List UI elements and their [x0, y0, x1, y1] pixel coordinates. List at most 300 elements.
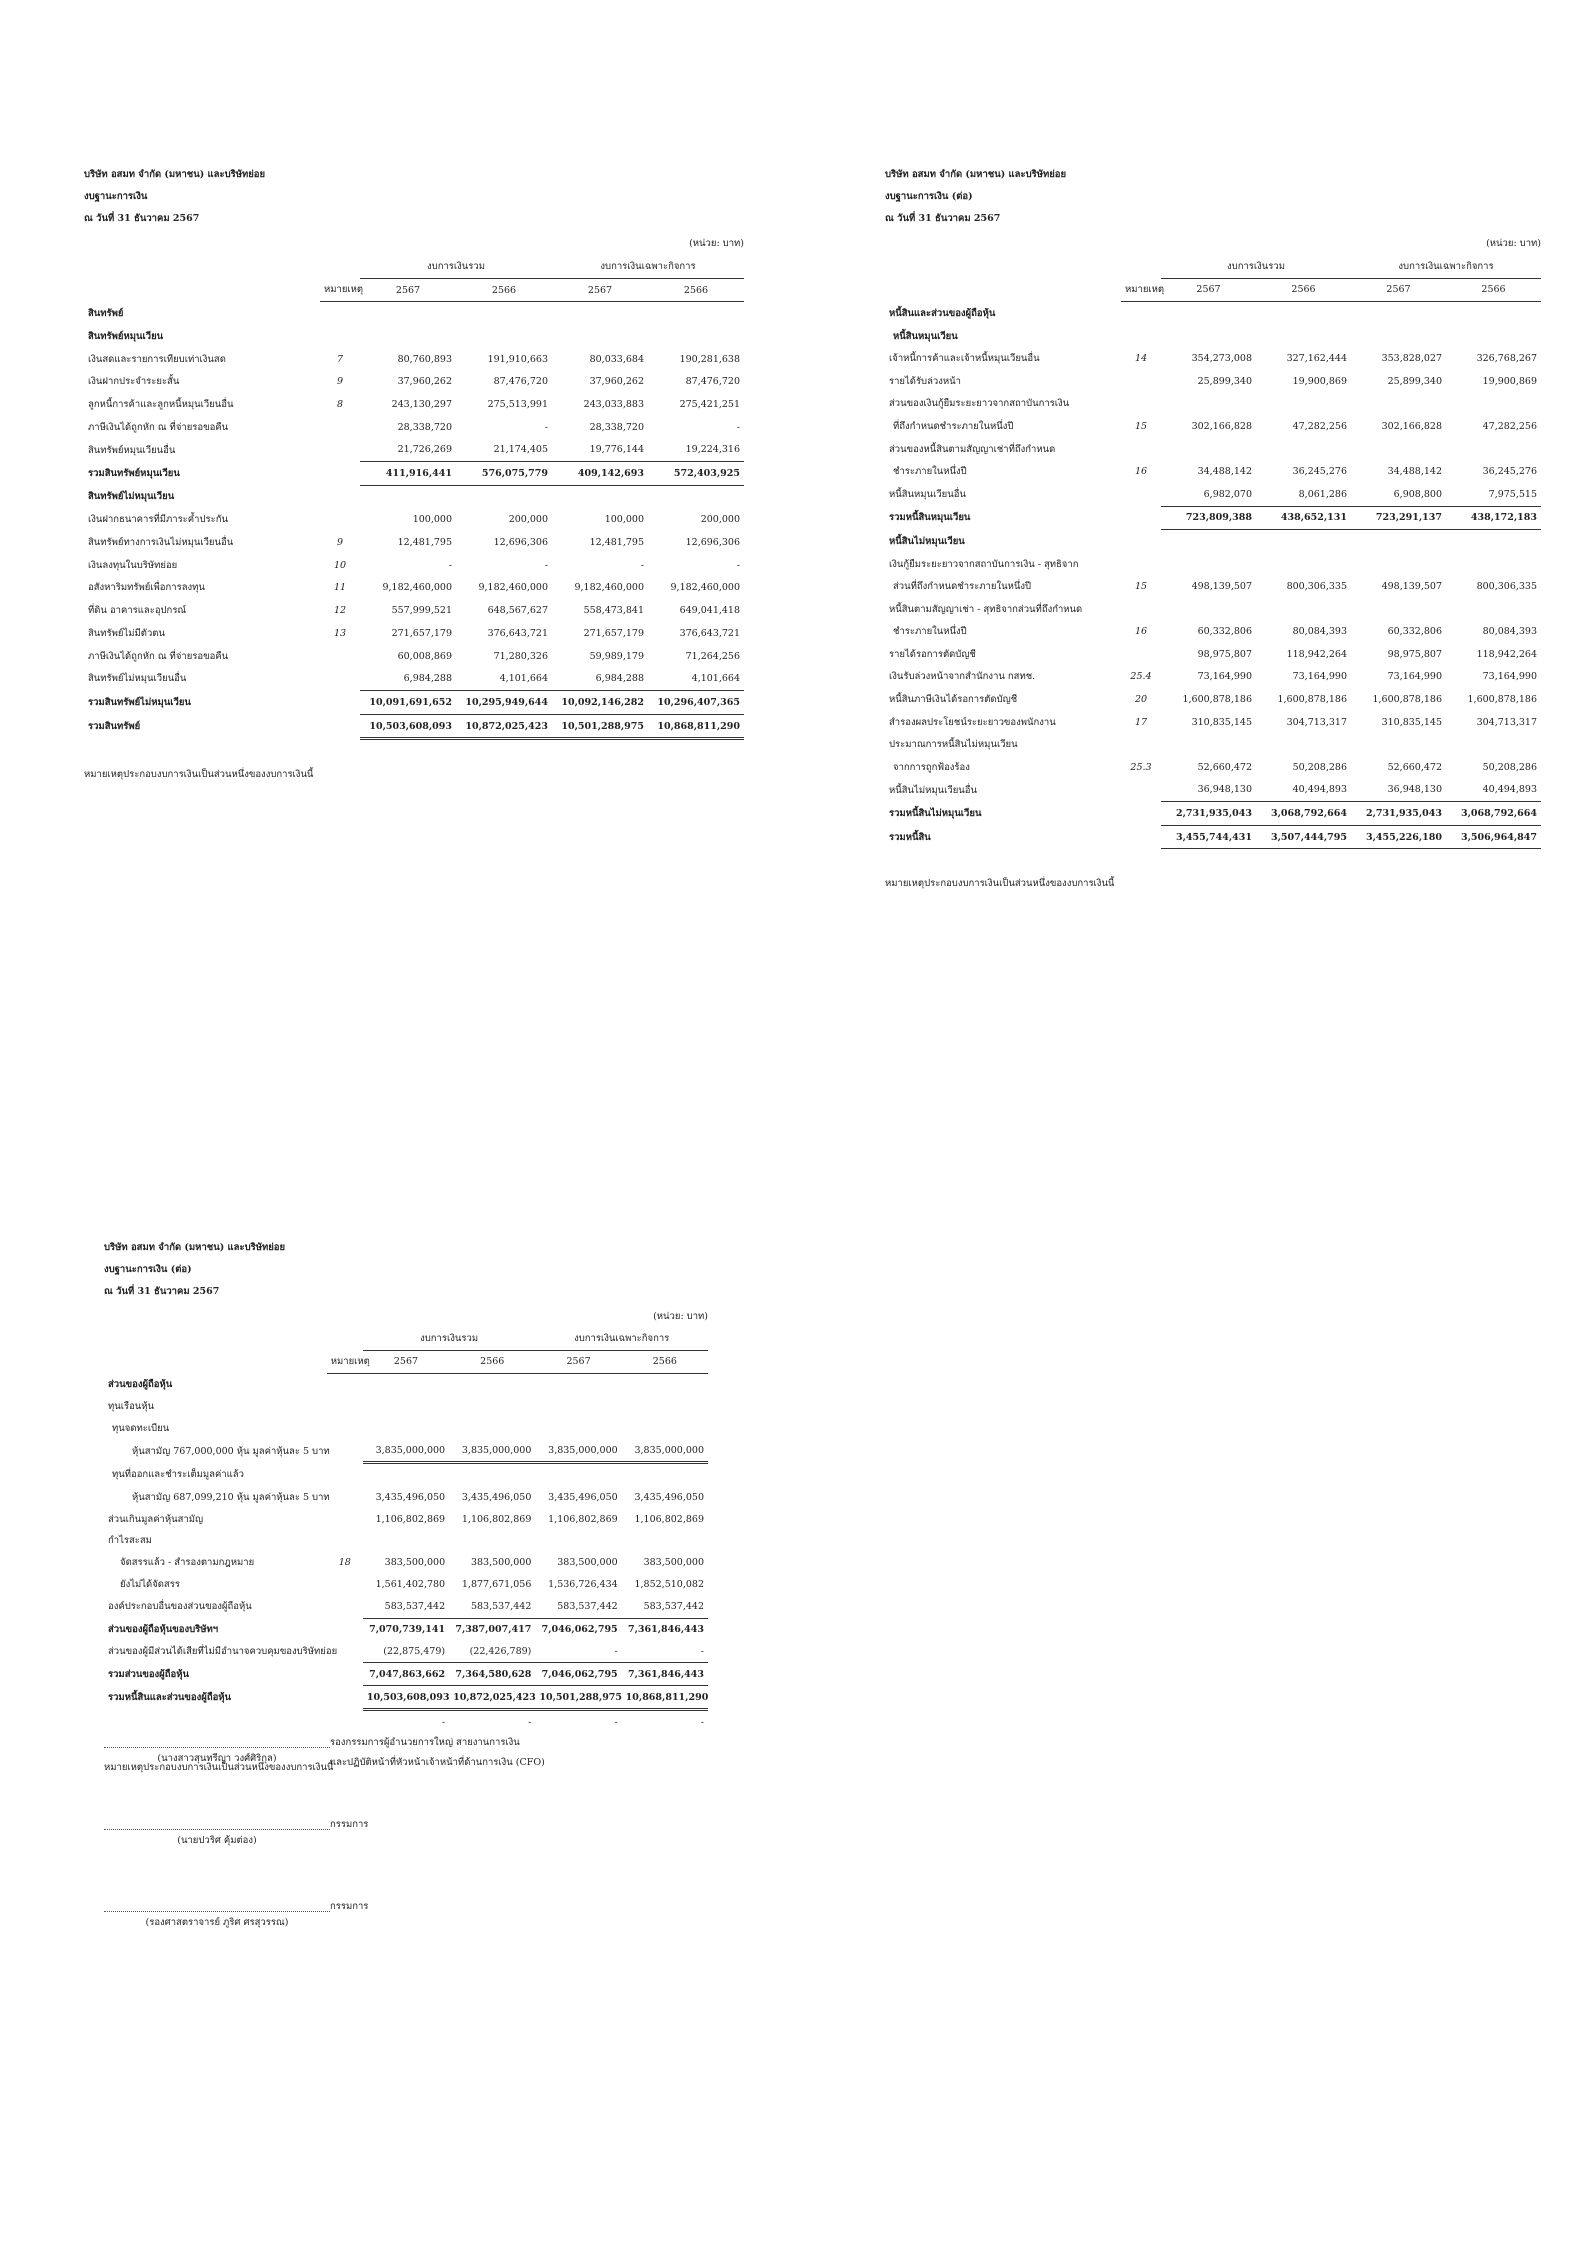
amount-cell: 583,537,442: [449, 1596, 535, 1618]
amount-cell: 118,942,264: [1476, 648, 1538, 660]
note-ref: [320, 645, 360, 668]
note-ref: 13: [333, 627, 347, 639]
amount-cell: 98,975,807: [1197, 648, 1252, 660]
amount-cell: 6,984,288: [552, 667, 648, 690]
amount-cell: 60,332,806: [1387, 626, 1442, 638]
statement-page-equity: [104, 1237, 709, 1928]
note-ref: [320, 462, 360, 486]
amount-cell: 118,942,264: [1286, 648, 1347, 660]
amount-cell: 52,660,472: [1387, 761, 1442, 773]
amount-cell: 243,033,883: [583, 398, 644, 410]
amount-cell: [1161, 598, 1256, 621]
line-item-label: สินทรัพย์ทางการเงินไม่หมุนเวียนอื่น: [88, 537, 234, 549]
note-ref: [327, 1463, 363, 1486]
amount-cell: 383,500,000: [557, 1557, 618, 1569]
line-item-label: หนี้สินตามสัญญาเช่า - สุทธิจากส่วนที่ถึงกำหนด: [889, 603, 1083, 615]
table-row: [84, 714, 744, 739]
amount-cell: 28,338,720: [589, 421, 644, 433]
amount-cell: [456, 325, 552, 348]
table-row: [84, 509, 744, 532]
amount-cell: 1,106,802,869: [461, 1513, 532, 1525]
signatory-name: (รองศาสตราจารย์ ภูริศ ศรสุวรรณ): [145, 1917, 289, 1928]
amount-cell: 73,164,990: [1292, 671, 1347, 683]
signature-block: [104, 1897, 664, 1941]
line-item-label: ส่วนของผู้ถือหุ้นของบริษัทฯ: [108, 1623, 219, 1635]
amount-cell: 6,982,070: [1161, 483, 1256, 506]
table-row: [885, 666, 1541, 689]
amount-cell: 98,975,807: [1387, 648, 1442, 660]
line-item-label: ส่วนที่ถึงกำหนดชำระภายในหนึ่งปี: [893, 581, 1032, 593]
column-header-year: 2566: [456, 278, 552, 302]
amount-cell: 1,561,402,780: [375, 1579, 446, 1591]
amount-cell: 3,068,792,664: [1256, 802, 1351, 826]
column-group-separate: งบการเงินเฉพาะกิจการ: [552, 255, 744, 278]
amount-cell: 190,281,638: [679, 353, 741, 365]
note-ref: [327, 1439, 363, 1462]
note-ref: [1121, 302, 1161, 325]
table-row: [104, 1486, 708, 1508]
line-item-label: จัดสรรแล้ว - สำรองตามกฎหมาย: [120, 1557, 255, 1569]
amount-cell: [535, 1530, 621, 1552]
amount-cell: [363, 1463, 449, 1486]
amount-cell: [456, 302, 552, 325]
amount-cell: [1161, 393, 1256, 416]
amount-cell: 3,506,964,847: [1446, 825, 1541, 849]
amount-cell: 52,660,472: [1197, 761, 1252, 773]
amount-cell: [622, 1463, 708, 1486]
amount-cell: [1351, 733, 1446, 756]
line-item-label: รวมหนี้สินไม่หมุนเวียน: [889, 808, 982, 820]
amount-cell: 6,908,800: [1351, 483, 1446, 506]
note-ref: [1121, 598, 1161, 621]
amount-cell: 3,835,000,000: [622, 1439, 708, 1462]
amount-cell: [1161, 553, 1256, 576]
line-item-label: ชำระภายในหนึ่งปี: [893, 466, 967, 478]
table-row: [104, 1710, 708, 1733]
line-item-label: สินทรัพย์หมุนเวียน: [88, 330, 164, 342]
note-ref: [327, 1574, 363, 1596]
amount-cell: 383,500,000: [384, 1557, 446, 1569]
amount-cell: 47,282,256: [1482, 420, 1538, 432]
note-ref: 20: [1134, 694, 1148, 706]
note-ref: [1121, 825, 1161, 849]
amount-cell: 327,162,444: [1286, 353, 1347, 365]
amount-cell: 9,182,460,000: [478, 582, 548, 594]
amount-cell: 576,075,779: [456, 462, 552, 486]
amount-cell: [363, 1530, 449, 1552]
amount-cell: 9,182,460,000: [670, 582, 741, 594]
amount-cell: 438,652,131: [1256, 506, 1351, 530]
table-row: [885, 575, 1541, 598]
line-item-label: สินทรัพย์: [88, 307, 124, 319]
line-item-label: สินทรัพย์หมุนเวียนอื่น: [88, 444, 176, 456]
line-item-label: ส่วนของผู้ถือหุ้น: [108, 1378, 173, 1390]
table-row: [84, 439, 744, 462]
amount-cell: 243,130,297: [391, 398, 452, 410]
table-row: [885, 393, 1541, 416]
amount-cell: [1161, 302, 1256, 325]
table-row: [885, 347, 1541, 370]
table-row: [84, 599, 744, 622]
table-row: [84, 416, 744, 439]
table-row: [885, 506, 1541, 530]
amount-cell: 8,061,286: [1256, 483, 1351, 506]
table-row: [104, 1396, 708, 1418]
amount-cell: [363, 1373, 449, 1395]
amount-cell: [1351, 553, 1446, 576]
table-row: [885, 325, 1541, 348]
amount-cell: 302,166,828: [1381, 420, 1442, 432]
amount-cell: 275,513,991: [487, 398, 548, 410]
amount-cell: 59,989,179: [589, 650, 644, 662]
column-header-note: หมายเหตุ: [1121, 278, 1161, 302]
line-item-label: หุ้นสามัญ 687,099,210 หุ้น มูลค่าหุ้นละ 5 บาท: [132, 1491, 330, 1503]
amount-cell: 34,488,142: [1387, 466, 1442, 478]
amount-cell: -: [736, 421, 741, 433]
note-ref: 10: [333, 559, 347, 571]
unit-label: (หน่วย: บาท): [689, 238, 744, 249]
line-item-label: เงินฝากประจำระยะสั้น: [88, 376, 180, 388]
amount-cell: 40,494,893: [1446, 779, 1541, 802]
amount-cell: 6,984,288: [360, 667, 456, 690]
table-row: [84, 485, 744, 508]
amount-cell: [360, 325, 456, 348]
signature-line: [104, 1747, 330, 1748]
line-item-label: เงินกู้ยืมระยะยาวจากสถาบันการเงิน - สุทธิจาก: [889, 558, 1079, 570]
note-ref: [1121, 553, 1161, 576]
note-ref: [1121, 483, 1161, 506]
amount-cell: 80,033,684: [589, 353, 644, 365]
amount-cell: [1256, 530, 1351, 553]
table-row: [885, 779, 1541, 802]
amount-cell: 191,910,663: [487, 353, 548, 365]
amount-cell: [363, 1418, 449, 1440]
note-ref: [320, 439, 360, 462]
line-item-label: [104, 1710, 327, 1733]
amount-cell: 1,600,878,186: [1372, 694, 1442, 706]
line-item-label: หนี้สินภาษีเงินได้รอการตัดบัญชี: [889, 694, 1018, 706]
amount-cell: [1161, 438, 1256, 461]
footer-note: หมายเหตุประกอบงบการเงินเป็นส่วนหนึ่งของงบการเงินนี้: [104, 1762, 334, 1774]
amount-cell: 71,280,326: [493, 650, 548, 662]
line-item-label: สำรองผลประโยชน์ระยะยาวของพนักงาน: [889, 716, 1056, 728]
amount-cell: [1256, 438, 1351, 461]
amount-cell: 36,245,276: [1292, 466, 1347, 478]
amount-cell: [535, 1396, 621, 1418]
table-row: [885, 598, 1541, 621]
line-item-label: รายได้รับล่วงหน้า: [889, 375, 961, 387]
amount-cell: [1161, 325, 1256, 348]
amount-cell: 12,696,306: [685, 537, 741, 549]
column-header-year: 2566: [449, 1350, 535, 1373]
amount-cell: 583,537,442: [363, 1596, 449, 1618]
amount-cell: [363, 1396, 449, 1418]
amount-cell: 7,046,062,795: [535, 1663, 621, 1686]
amount-cell: [622, 1418, 708, 1440]
column-group-separate: งบการเงินเฉพาะกิจการ: [535, 1328, 708, 1350]
amount-cell: 10,092,146,282: [552, 691, 648, 715]
amount-cell: 649,041,418: [679, 605, 741, 617]
amount-cell: (22,875,479): [363, 1640, 449, 1662]
amount-cell: 583,537,442: [622, 1596, 708, 1618]
amount-cell: 7,070,739,141: [369, 1624, 446, 1636]
amount-cell: 100,000: [604, 514, 644, 526]
amount-cell: 10,503,608,093: [363, 1686, 449, 1710]
table-row: [885, 460, 1541, 483]
note-ref: [1121, 370, 1161, 393]
note-ref: [1121, 643, 1161, 666]
amount-cell: 353,828,027: [1381, 353, 1442, 365]
amount-cell: 3,507,444,795: [1256, 825, 1351, 849]
amount-cell: 498,139,507: [1381, 581, 1442, 593]
table-row: [104, 1596, 708, 1618]
amount-cell: [1256, 598, 1351, 621]
table-row: [885, 483, 1541, 506]
line-item-label: ส่วนของเงินกู้ยืมระยะยาวจากสถาบันการเงิน: [889, 398, 1070, 410]
amount-cell: 25,899,340: [1197, 375, 1252, 387]
amount-cell: [1446, 733, 1541, 756]
note-ref: [1121, 779, 1161, 802]
note-ref: [327, 1486, 363, 1508]
amount-cell: 3,435,496,050: [375, 1491, 446, 1503]
note-ref: [320, 325, 360, 348]
amount-cell: 28,338,720: [397, 421, 452, 433]
amount-cell: 2,731,935,043: [1351, 802, 1446, 826]
amount-cell: 80,084,393: [1482, 626, 1538, 638]
amount-cell: -: [622, 1640, 708, 1662]
line-item-label: รวมสินทรัพย์: [88, 721, 141, 733]
statement-title: งบฐานะการเงิน: [84, 191, 148, 202]
amount-cell: [1256, 393, 1351, 416]
amount-cell: 100,000: [412, 514, 452, 526]
table-row: [84, 370, 744, 393]
amount-cell: 1,106,802,869: [375, 1513, 446, 1525]
amount-cell: 60,332,806: [1197, 626, 1252, 638]
unit-label: (หน่วย: บาท): [1486, 238, 1541, 249]
line-item-label: ทุนที่ออกและชำระเต็มมูลค่าแล้ว: [112, 1469, 244, 1481]
company-name: บริษัท อสมท จำกัด (มหาชน) และบริษัทย่อย: [104, 1242, 286, 1253]
note-ref: [1121, 733, 1161, 756]
note-ref: [327, 1396, 363, 1418]
amount-cell: 7,047,863,662: [363, 1663, 449, 1686]
table-row: [885, 370, 1541, 393]
note-ref: [1121, 802, 1161, 826]
amount-cell: 723,291,137: [1351, 506, 1446, 530]
table-row: [885, 688, 1541, 711]
line-item-label: ที่ถึงกำหนดชำระภายในหนึ่งปี: [893, 420, 1014, 432]
line-item-label: ยังไม่ได้จัดสรร: [120, 1579, 180, 1591]
note-ref: 9: [336, 376, 344, 388]
amount-cell: -: [700, 1716, 704, 1728]
line-item-label: รวมส่วนของผู้ถือหุ้น: [108, 1668, 189, 1680]
note-ref: [327, 1596, 363, 1618]
amount-cell: 19,776,144: [552, 439, 648, 462]
note-ref: [1121, 506, 1161, 530]
line-item-label: เงินสดและรายการเทียบเท่าเงินสด: [88, 353, 226, 365]
amount-cell: 7,361,846,443: [622, 1663, 708, 1686]
amount-cell: 73,164,990: [1387, 671, 1442, 683]
line-item-label: หนี้สินและส่วนของผู้ถือหุ้น: [889, 307, 996, 319]
amount-cell: 7,387,007,417: [455, 1624, 532, 1636]
amount-cell: 1,106,802,869: [548, 1513, 618, 1525]
amount-cell: [456, 485, 552, 508]
amount-cell: 10,872,025,423: [456, 714, 552, 739]
amount-cell: [552, 485, 648, 508]
note-ref: 17: [1134, 716, 1148, 728]
amount-cell: 10,868,811,290: [622, 1686, 708, 1710]
amount-cell: 40,494,893: [1256, 779, 1351, 802]
amount-cell: -: [528, 1716, 532, 1728]
line-item-label: องค์ประกอบอื่นของส่วนของผู้ถือหุ้น: [108, 1601, 252, 1613]
amount-cell: [552, 325, 648, 348]
amount-cell: 304,713,317: [1286, 716, 1347, 728]
table-row: [885, 733, 1541, 756]
note-ref: [327, 1663, 363, 1686]
amount-cell: 1,600,878,186: [1277, 694, 1347, 706]
amount-cell: 200,000: [700, 514, 741, 526]
line-item-label: ที่ดิน อาคารและอุปกรณ์: [88, 605, 187, 617]
amount-cell: 376,643,721: [487, 627, 548, 639]
line-item-label: เงินฝากธนาคารที่มีภาระค้ำประกัน: [88, 514, 228, 526]
amount-cell: [1446, 302, 1541, 325]
column-header-note: หมายเหตุ: [327, 1350, 363, 1373]
amount-cell: [449, 1463, 535, 1486]
amount-cell: 3,835,000,000: [449, 1439, 535, 1462]
amount-cell: 87,476,720: [493, 376, 548, 388]
amount-cell: 7,364,580,628: [449, 1663, 535, 1686]
amount-cell: 10,295,949,644: [456, 691, 552, 715]
signatory-name: (นางสาวสุนทรีญา วงศ์ศิริกุล): [157, 1753, 277, 1764]
amount-cell: [1446, 438, 1541, 461]
note-ref: [320, 416, 360, 439]
note-ref: [1121, 530, 1161, 553]
column-header-year: 2567: [552, 278, 648, 302]
table-row: [104, 1508, 708, 1530]
amount-cell: [360, 302, 456, 325]
line-item-label: ส่วนของหนี้สินตามสัญญาเช่าที่ถึงกำหนด: [889, 443, 1056, 455]
statement-page-assets: [84, 164, 744, 786]
company-name: บริษัท อสมท จำกัด (มหาชน) และบริษัทย่อย: [885, 169, 1067, 180]
line-item-label: ลูกหนี้การค้าและลูกหนี้หมุนเวียนอื่น: [88, 398, 234, 410]
table-row: [84, 645, 744, 668]
footer-note: หมายเหตุประกอบงบการเงินเป็นส่วนหนึ่งของงบการเงินนี้: [84, 769, 314, 781]
amount-cell: 19,900,869: [1482, 375, 1538, 387]
column-group-consolidated: งบการเงินรวม: [1161, 255, 1351, 278]
amount-cell: 80,760,893: [397, 353, 452, 365]
amount-cell: [1256, 302, 1351, 325]
table-row: [84, 577, 744, 600]
column-header-year: 2566: [648, 278, 744, 302]
table-row: [104, 1463, 708, 1486]
amount-cell: [1446, 530, 1541, 553]
amount-cell: 10,091,691,652: [360, 691, 456, 715]
amount-cell: 50,208,286: [1482, 761, 1538, 773]
amount-cell: 7,361,846,443: [627, 1624, 704, 1636]
amount-cell: [1446, 325, 1541, 348]
statement-date: ณ วันที่ 31 ธันวาคม 2567: [885, 213, 1001, 224]
line-item-label: ประมาณการหนี้สินไม่หมุนเวียน: [889, 739, 1018, 751]
amount-cell: 3,435,496,050: [461, 1491, 532, 1503]
amount-cell: 383,500,000: [643, 1557, 704, 1569]
table-row: [104, 1640, 708, 1662]
amount-cell: (22,426,789): [449, 1640, 535, 1662]
amount-cell: [622, 1396, 708, 1418]
financial-table: [84, 255, 744, 740]
amount-cell: 3,068,792,664: [1446, 802, 1541, 826]
line-item-label: ส่วนเกินมูลค่าหุ้นสามัญ: [108, 1513, 204, 1525]
table-row: [84, 531, 744, 554]
amount-cell: 10,501,288,975: [535, 1686, 621, 1710]
line-item-label: รวมหนี้สิน: [889, 831, 931, 843]
amount-cell: [1446, 553, 1541, 576]
note-ref: 8: [336, 398, 344, 410]
line-item-label: หนี้สินหมุนเวียน: [893, 330, 958, 342]
table-row: [885, 553, 1541, 576]
table-row: [885, 302, 1541, 325]
amount-cell: 557,999,521: [391, 605, 452, 617]
amount-cell: 34,488,142: [1197, 466, 1252, 478]
table-row: [885, 438, 1541, 461]
note-ref: 11: [333, 582, 347, 594]
amount-cell: -: [736, 559, 741, 571]
amount-cell: 19,900,869: [1292, 375, 1347, 387]
signature-line: [104, 1829, 330, 1830]
statement-title: งบฐานะการเงิน (ต่อ): [885, 191, 973, 202]
table-row: [104, 1373, 708, 1395]
table-row: [104, 1530, 708, 1552]
amount-cell: [1351, 393, 1446, 416]
column-header-year: 2567: [535, 1350, 621, 1373]
amount-cell: [449, 1396, 535, 1418]
amount-cell: 1,877,671,056: [461, 1579, 532, 1591]
amount-cell: [1256, 733, 1351, 756]
note-ref: [1121, 393, 1161, 416]
amount-cell: 275,421,251: [679, 398, 741, 410]
amount-cell: 7,975,515: [1446, 483, 1541, 506]
line-item-label: สินทรัพย์ไม่หมุนเวียน: [88, 491, 175, 503]
amount-cell: [1351, 325, 1446, 348]
amount-cell: 310,835,145: [1191, 716, 1252, 728]
note-ref: [327, 1373, 363, 1395]
amount-cell: [1446, 598, 1541, 621]
note-ref: [320, 509, 360, 532]
amount-cell: -: [544, 559, 548, 571]
line-item-label: อสังหาริมทรัพย์เพื่อการลงทุน: [88, 582, 205, 594]
table-row: [104, 1686, 708, 1710]
amount-cell: 354,273,008: [1191, 353, 1252, 365]
table-row: [885, 802, 1541, 826]
note-ref: 15: [1134, 581, 1148, 593]
amount-cell: [1256, 325, 1351, 348]
line-item-label: สินทรัพย์ไม่หมุนเวียนอื่น: [88, 673, 187, 685]
line-item-label: เจ้าหนี้การค้าและเจ้าหนี้หมุนเวียนอื่น: [889, 353, 1040, 365]
amount-cell: 376,643,721: [679, 627, 741, 639]
note-ref: [327, 1508, 363, 1530]
column-group-consolidated: งบการเงินรวม: [360, 255, 552, 278]
amount-cell: 409,142,693: [552, 462, 648, 486]
amount-cell: 9,182,460,000: [382, 582, 452, 594]
column-header-year: 2567: [360, 278, 456, 302]
amount-cell: 800,306,335: [1476, 581, 1538, 593]
column-group-consolidated: งบการเงินรวม: [363, 1328, 536, 1350]
amount-cell: 271,657,179: [583, 627, 644, 639]
amount-cell: 21,726,269: [360, 439, 456, 462]
amount-cell: [1161, 733, 1256, 756]
amount-cell: 36,245,276: [1482, 466, 1538, 478]
table-row: [84, 325, 744, 348]
table-row: [104, 1439, 708, 1462]
amount-cell: [360, 485, 456, 508]
